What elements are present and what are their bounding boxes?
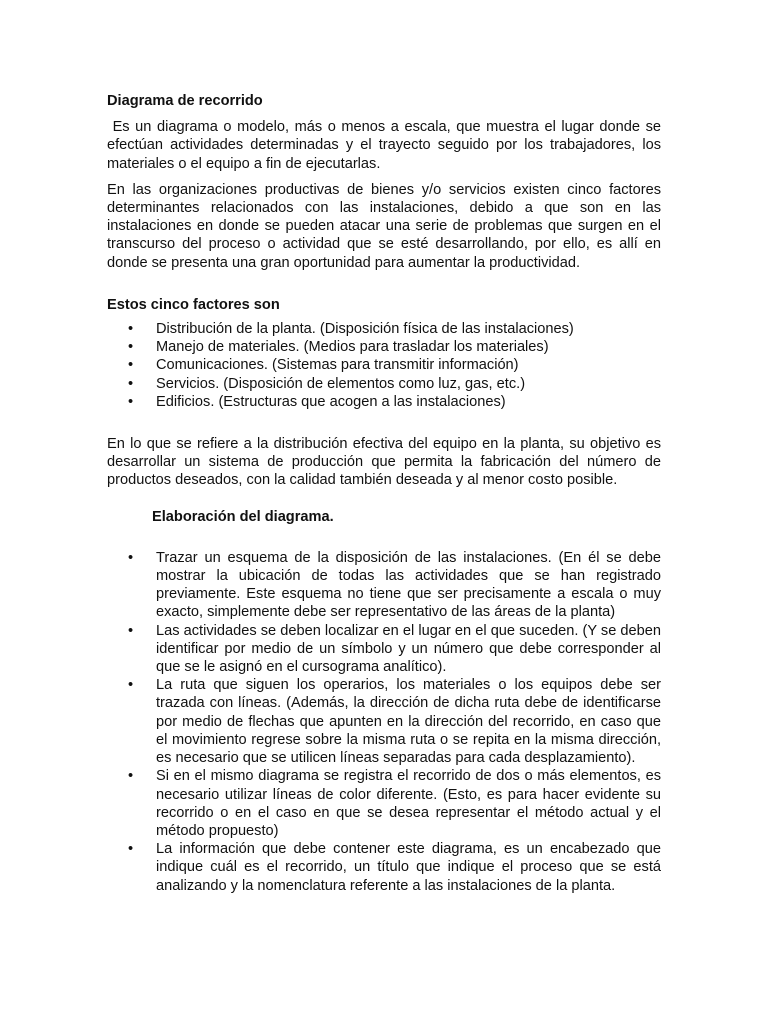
intro-paragraph: Es un diagrama o modelo, más o menos a escala, que muestra el lugar donde se efectúan actividades determinadas y el trayecto seguido por los trabajadores, los materiales o el equipo a fin de ejecutarlas. [107,119,666,172]
list-item: • La ruta que siguen los operarios, los materiales o los equipos debe ser trazada con líneas. (Además, la dirección de dicha ruta debe de identificarse por medio de flechas que apunten en la dirección del recorrido, en caso que el movimiento regrese sobre la misma ruta o se repita en la misma dirección, es necesario que se utilicen líneas separadas para cada desplazamiento). [107,676,661,767]
list-item: • Servicios. (Disposición de elementos como luz, gas, etc.) [107,375,661,393]
factors-heading: Estos cinco factores son [107,296,280,313]
context-paragraph: En las organizaciones productivas de bienes y/o servicios existen cinco factores determinantes relacionados con las instalaciones, debido a que son en las instalaciones en donde se pueden atacar una serie de problemas que surgen en el transcurso del proceso o actividad que se esté desarrollando, por ello, es allí en donde se presenta una gran oportunidad para aumentar la productividad. [107,181,661,271]
factors-list [107,320,661,411]
distribution-paragraph: En lo que se refiere a la distribución efectiva del equipo en la planta, su objetivo es desarrollar un sistema de producción que permita la fabricación del número de productos deseados, con la calidad también deseada y al menor costo posible. [107,436,661,489]
list-item: • Las actividades se deben localizar en el lugar en el que suceden. (Y se deben identificar por medio de un símbolo y un número que debe corresponder al que se le asignó en el cursograma analítico). [107,622,661,677]
list-item: • Edificios. (Estructuras que acogen a las instalaciones) [107,393,661,411]
list-item: • Comunicaciones. (Sistemas para transmitir información) [107,356,661,374]
list-item: • La información que debe contener este diagrama, es un encabezado que indique cuál es el recorrido, un título que indique el proceso que se está analizando y la nomenclatura referente a las instalaciones de la planta. [107,840,661,895]
list-item: • Distribución de la planta. (Disposición física de las instalaciones) [107,320,661,338]
document-title: Diagrama de recorrido [107,93,263,109]
document-body [107,92,666,895]
steps-list [107,549,661,895]
list-item: • Trazar un esquema de la disposición de las instalaciones. (En él se debe mostrar la ubicación de todas las actividades que se han registrado previamente. Este esquema no tiene que ser precisamente a escala o muy exacto, simplemente debe ser representativo de las áreas de la planta) [107,549,661,622]
list-item: • Manejo de materiales. (Medios para trasladar los materiales) [107,338,661,356]
elaboration-heading: Elaboración del diagrama. [152,508,334,525]
list-item: • Si en el mismo diagrama se registra el recorrido de dos o más elementos, es necesario utilizar líneas de color diferente. (Esto, es para hacer evidente su recorrido o en el caso en que se desea representar el método actual y el método propuesto) [107,767,661,840]
